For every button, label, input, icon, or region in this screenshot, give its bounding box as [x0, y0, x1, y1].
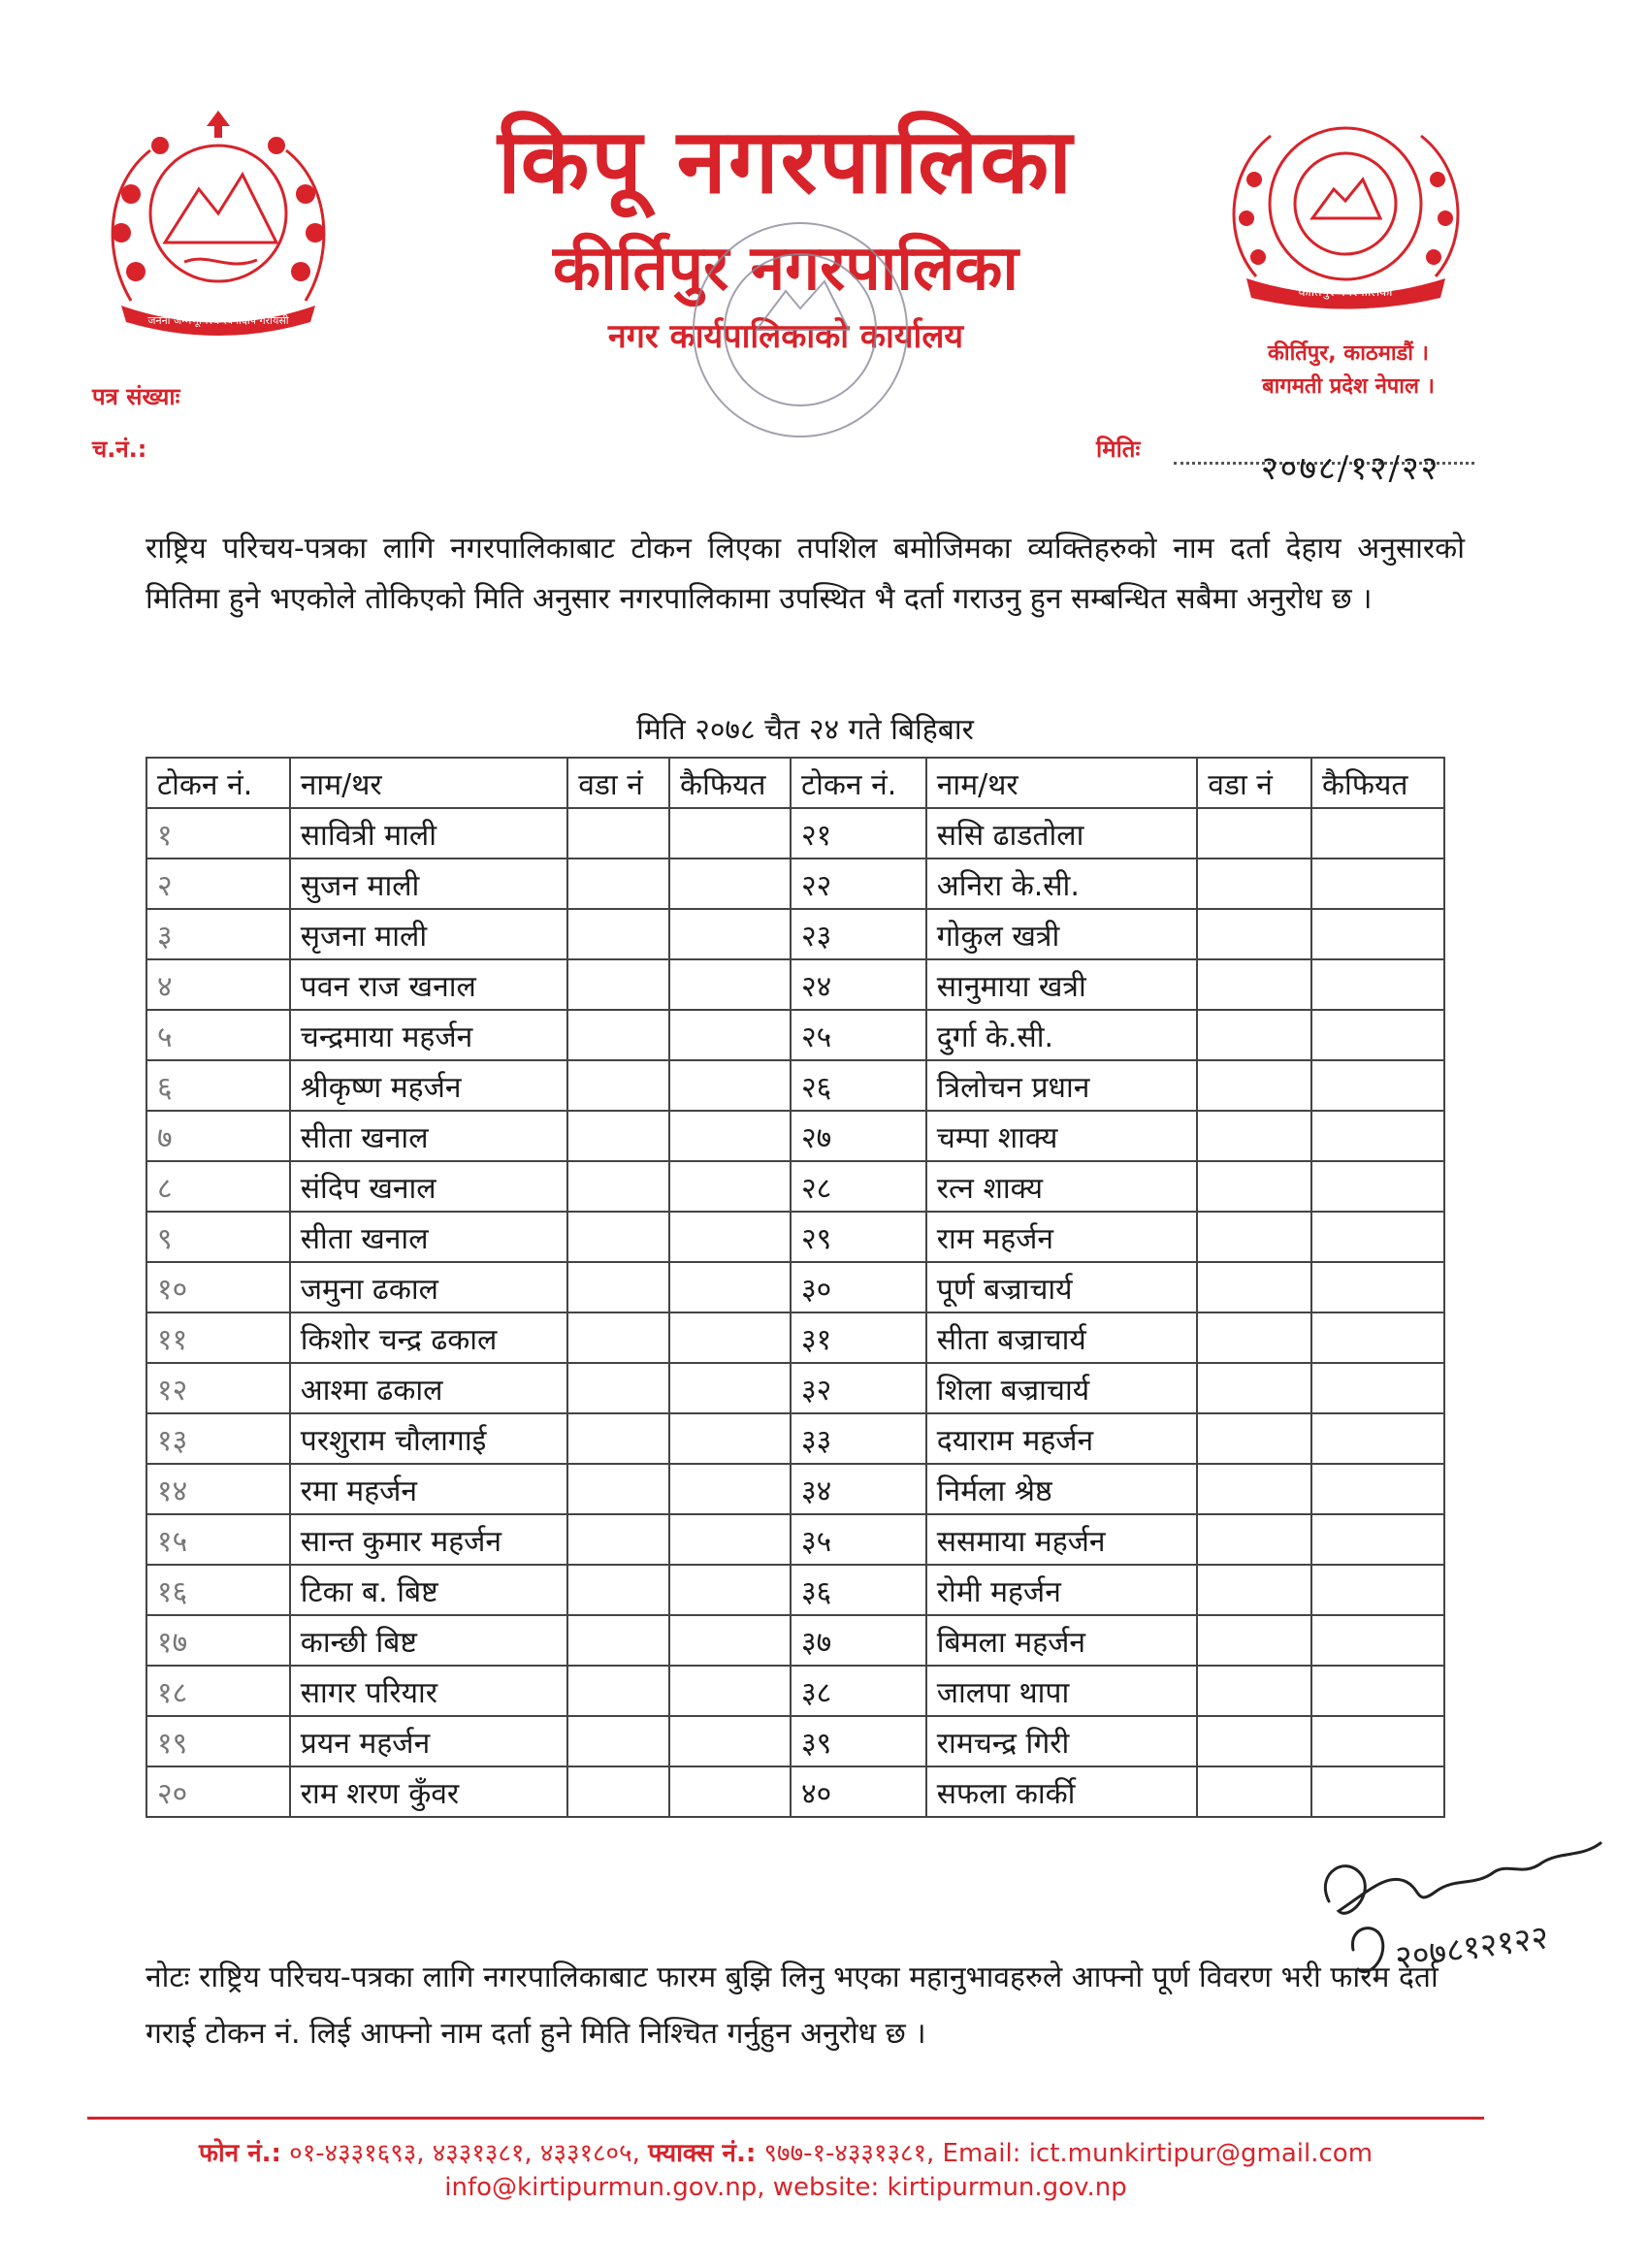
token-number: ३७ — [791, 1615, 926, 1666]
handwritten-signature — [1310, 1833, 1620, 1998]
token-number: १ — [146, 808, 290, 859]
table-row — [146, 1212, 1444, 1262]
table-row — [146, 1010, 1444, 1060]
ward-number — [567, 1212, 669, 1262]
ward-number — [567, 1363, 669, 1413]
token-number: ९ — [146, 1212, 290, 1262]
person-name: पवन राज खनाल — [290, 959, 567, 1010]
remarks — [669, 1666, 791, 1716]
remarks — [1311, 1716, 1444, 1766]
person-name: किशोर चन्द्र ढकाल — [290, 1312, 567, 1363]
header-ward-no: वडा नं — [1197, 758, 1311, 808]
notice-paragraph: राष्ट्रिय परिचय-पत्रका लागि नगरपालिकाबाट टोकन लिएका तपशिल बमोजिमका व्यक्तिहरुको नाम दर्ता देहाय अनुसारको मितिमा हुने भएकोले तोकिएको मिति अनुसार नगरपालिकामा उपस्थित भै दर्ता गराउनु हुन सम्बन्धित सबैमा अनुरोध छ । — [146, 532, 1465, 616]
person-name: रमा महर्जन — [290, 1464, 567, 1514]
remarks — [669, 1413, 791, 1464]
remarks — [1311, 1464, 1444, 1514]
ward-number — [567, 1716, 669, 1766]
person-name: सृजना माली — [290, 909, 567, 959]
remarks — [669, 1161, 791, 1212]
remarks — [669, 808, 791, 859]
table-row — [146, 1565, 1444, 1615]
person-name: सानुमाया खत्री — [926, 959, 1197, 1010]
table-header-row — [146, 758, 1444, 808]
ward-number — [567, 1766, 669, 1817]
ward-number — [567, 1262, 669, 1312]
person-name: ससमाया महर्जन — [926, 1514, 1197, 1565]
note-paragraph: नोटः राष्ट्रिय परिचय-पत्रका लागि नगरपालिकाबाट फारम बुझि लिनु भएका महानुभावहरुले आफ्नो पूर्ण विवरण भरी फारम दर्ता गराई टोकन नं. लिई आफ्नो नाम दर्ता हुने मिति निश्चित गर्नुहुन अनुरोध छ । — [146, 1960, 1439, 2051]
ward-number — [567, 959, 669, 1010]
person-name: रोमी महर्जन — [926, 1565, 1197, 1615]
ward-number — [1197, 1212, 1311, 1262]
remarks — [1311, 1413, 1444, 1464]
remarks — [669, 1010, 791, 1060]
ward-number — [1197, 1312, 1311, 1363]
table-row — [146, 859, 1444, 909]
municipality-title: कीर्तिपुर नगरपालिका — [553, 233, 1018, 305]
token-number: ३५ — [791, 1514, 926, 1565]
ward-number — [1197, 1565, 1311, 1615]
person-name: ससि ढाडतोला — [926, 808, 1197, 859]
table-row — [146, 1060, 1444, 1111]
token-number: १६ — [146, 1565, 290, 1615]
signature-date: २०७८१२१२२ — [1392, 1918, 1551, 1978]
ward-number — [567, 1010, 669, 1060]
ward-number — [567, 1060, 669, 1111]
office-name: नगर कार्यपालिकाको कार्यालय — [607, 317, 964, 356]
remarks — [1311, 909, 1444, 959]
office-stamp — [679, 204, 922, 456]
token-number: ६ — [146, 1060, 290, 1111]
ward-number — [567, 1413, 669, 1464]
person-name: रत्न शाक्य — [926, 1161, 1197, 1212]
token-number: २२ — [791, 859, 926, 909]
remarks — [1311, 1666, 1444, 1716]
ward-number — [1197, 1060, 1311, 1111]
token-number: १३ — [146, 1413, 290, 1464]
person-name: टिका ब. बिष्ट — [290, 1565, 567, 1615]
token-number: १४ — [146, 1464, 290, 1514]
remarks — [669, 959, 791, 1010]
phone-numbers: ०१-४३३१६९३, ४३३१३८१, ४३३१८०५, — [289, 2139, 640, 2168]
token-number: २५ — [791, 1010, 926, 1060]
person-name: रामचन्द्र गिरी — [926, 1716, 1197, 1766]
ward-number — [567, 1464, 669, 1514]
remarks — [1311, 859, 1444, 909]
remarks — [669, 909, 791, 959]
token-number: १९ — [146, 1716, 290, 1766]
ward-number — [1197, 1464, 1311, 1514]
token-number: ३४ — [791, 1464, 926, 1514]
table-row — [146, 808, 1444, 859]
table-row — [146, 909, 1444, 959]
person-name: निर्मला श्रेष्ठ — [926, 1464, 1197, 1514]
ward-number — [567, 1312, 669, 1363]
token-number: ३ — [146, 909, 290, 959]
ward-number — [1197, 1766, 1311, 1817]
header-remarks: कैफियत — [669, 758, 791, 808]
header-token-no: टोकन नं. — [791, 758, 926, 808]
remarks — [1311, 1111, 1444, 1161]
ward-number — [1197, 1262, 1311, 1312]
person-name: परशुराम चौलागाई — [290, 1413, 567, 1464]
token-number: १२ — [146, 1363, 290, 1413]
person-name: राम महर्जन — [926, 1212, 1197, 1262]
token-number: ३१ — [791, 1312, 926, 1363]
person-name: सीता खनाल — [290, 1111, 567, 1161]
table-row — [146, 1514, 1444, 1565]
table-row — [146, 1615, 1444, 1666]
remarks — [669, 1312, 791, 1363]
token-number: ५ — [146, 1010, 290, 1060]
token-number: ३२ — [791, 1363, 926, 1413]
table-caption: मिति २०७८ चैत २४ गते बिहिबार — [636, 713, 974, 747]
letter-date: २०७८/१२/२२ — [1261, 449, 1440, 488]
remarks — [1311, 1262, 1444, 1312]
ward-number — [1197, 1363, 1311, 1413]
ward-number — [1197, 1111, 1311, 1161]
person-name: संदिप खनाल — [290, 1161, 567, 1212]
remarks — [1311, 1766, 1444, 1817]
header-token-no: टोकन नं. — [146, 758, 290, 808]
remarks — [1311, 959, 1444, 1010]
municipality-title-newari: किपू नगरपालिका — [497, 109, 1075, 213]
remarks — [669, 1111, 791, 1161]
token-number: २ — [146, 859, 290, 909]
remarks — [1311, 1212, 1444, 1262]
remarks — [1311, 1312, 1444, 1363]
fax-label: फ्याक्स नं.: — [648, 2139, 757, 2168]
person-name: जमुना ढकाल — [290, 1262, 567, 1312]
remarks — [669, 1716, 791, 1766]
token-number: ७ — [146, 1111, 290, 1161]
person-name: आश्मा ढकाल — [290, 1363, 567, 1413]
person-name: सीता खनाल — [290, 1212, 567, 1262]
person-name: सीता बज्राचार्य — [926, 1312, 1197, 1363]
remarks — [669, 1212, 791, 1262]
person-name: सागर परियार — [290, 1666, 567, 1716]
header-name: नाम/थर — [926, 758, 1197, 808]
table-row — [146, 959, 1444, 1010]
ward-number — [567, 909, 669, 959]
token-number: ४ — [146, 959, 290, 1010]
token-number: १७ — [146, 1615, 290, 1666]
email: Email: ict.munkirtipur@gmail.com — [942, 2139, 1374, 2168]
address-city: कीर्तिपुर, काठमाडौं । — [1267, 341, 1430, 366]
person-name: जालपा थापा — [926, 1666, 1197, 1716]
dispatch-number-label: च.नं.: — [92, 436, 147, 463]
emblem-caption: जननी जन्मभूमिश्च स्वर्गादपि गरीयसी — [147, 314, 289, 327]
ward-number — [567, 859, 669, 909]
token-number: ३६ — [791, 1565, 926, 1615]
token-number: २४ — [791, 959, 926, 1010]
ward-number — [1197, 1010, 1311, 1060]
token-number: ४० — [791, 1766, 926, 1817]
ward-number — [567, 808, 669, 859]
ward-number — [567, 1161, 669, 1212]
remarks — [669, 1514, 791, 1565]
ward-number — [567, 1615, 669, 1666]
footer-contact-line — [87, 2134, 1484, 2169]
person-name: अनिरा के.सी. — [926, 859, 1197, 909]
person-name: शिला बज्राचार्य — [926, 1363, 1197, 1413]
remarks — [669, 1262, 791, 1312]
person-name: सुजन माली — [290, 859, 567, 909]
ward-number — [1197, 808, 1311, 859]
remarks — [669, 1464, 791, 1514]
person-name: गोकुल खत्री — [926, 909, 1197, 959]
person-name: चन्द्रमाया महर्जन — [290, 1010, 567, 1060]
kirtipur-municipality-logo — [1217, 112, 1474, 315]
ward-number — [567, 1666, 669, 1716]
ward-number — [567, 1111, 669, 1161]
remarks — [1311, 1010, 1444, 1060]
footer-divider — [87, 2117, 1484, 2120]
remarks — [1311, 1060, 1444, 1111]
phone-label: फोन नं.: — [198, 2139, 281, 2168]
nepal-emblem-logo — [92, 107, 344, 344]
person-name: प्रयन महर्जन — [290, 1716, 567, 1766]
date-label: मितिः — [1096, 436, 1141, 463]
token-number: २६ — [791, 1060, 926, 1111]
token-number: २० — [146, 1766, 290, 1817]
table-row — [146, 1161, 1444, 1212]
person-name: दयाराम महर्जन — [926, 1413, 1197, 1464]
table-row — [146, 1666, 1444, 1716]
ward-number — [1197, 1666, 1311, 1716]
address-province: बागमती प्रदेश नेपाल । — [1262, 374, 1435, 399]
remarks — [1311, 1565, 1444, 1615]
token-number: १८ — [146, 1666, 290, 1716]
person-name: सावित्री माली — [290, 808, 567, 859]
table-row — [146, 1716, 1444, 1766]
remarks — [669, 859, 791, 909]
ward-number — [1197, 1514, 1311, 1565]
table-row — [146, 1111, 1444, 1161]
token-table — [146, 757, 1445, 1818]
ward-number — [1197, 1161, 1311, 1212]
header-ward-no: वडा नं — [567, 758, 669, 808]
ward-number — [1197, 1413, 1311, 1464]
remarks — [669, 1060, 791, 1111]
header-remarks: कैफियत — [1311, 758, 1444, 808]
person-name: चम्पा शाक्य — [926, 1111, 1197, 1161]
ref-number-label: पत्र संख्याः — [92, 383, 180, 410]
person-name: कान्छी बिष्ट — [290, 1615, 567, 1666]
remarks — [1311, 1615, 1444, 1666]
remarks — [1311, 808, 1444, 859]
table-row — [146, 1312, 1444, 1363]
token-number: २९ — [791, 1212, 926, 1262]
ward-number — [1197, 909, 1311, 959]
token-number: ११ — [146, 1312, 290, 1363]
person-name: राम शरण कुँवर — [290, 1766, 567, 1817]
remarks — [1311, 1363, 1444, 1413]
person-name: सान्त कुमार महर्जन — [290, 1514, 567, 1565]
table-row — [146, 1464, 1444, 1514]
ward-number — [1197, 1615, 1311, 1666]
ward-number — [567, 1565, 669, 1615]
ward-number — [1197, 859, 1311, 909]
remarks — [669, 1766, 791, 1817]
remarks — [1311, 1514, 1444, 1565]
table-row — [146, 1262, 1444, 1312]
token-number: १० — [146, 1262, 290, 1312]
ward-number — [567, 1514, 669, 1565]
person-name: त्रिलोचन प्रधान — [926, 1060, 1197, 1111]
table-row — [146, 1413, 1444, 1464]
token-number: २७ — [791, 1111, 926, 1161]
header-name: नाम/थर — [290, 758, 567, 808]
person-name: श्रीकृष्ण महर्जन — [290, 1060, 567, 1111]
token-number: १५ — [146, 1514, 290, 1565]
ward-number — [1197, 959, 1311, 1010]
person-name: बिमला महर्जन — [926, 1615, 1197, 1666]
fax-number: ९७७-१-४३३१३८१, — [763, 2139, 935, 2168]
table-row — [146, 1363, 1444, 1413]
token-number: २३ — [791, 909, 926, 959]
remarks — [669, 1363, 791, 1413]
table-row — [146, 1766, 1444, 1817]
token-number: ३८ — [791, 1666, 926, 1716]
logo-motto: कीर्तिपुर नगरपालिका — [1298, 285, 1393, 300]
token-number: ८ — [146, 1161, 290, 1212]
token-number: ३३ — [791, 1413, 926, 1464]
ward-number — [1197, 1716, 1311, 1766]
token-number: २८ — [791, 1161, 926, 1212]
person-name: पूर्ण बज्राचार्य — [926, 1262, 1197, 1312]
token-number: २१ — [791, 808, 926, 859]
token-number: ३० — [791, 1262, 926, 1312]
person-name: दुर्गा के.सी. — [926, 1010, 1197, 1060]
remarks — [1311, 1161, 1444, 1212]
remarks — [669, 1615, 791, 1666]
token-number: ३९ — [791, 1716, 926, 1766]
remarks — [669, 1565, 791, 1615]
person-name: सफला कार्की — [926, 1766, 1197, 1817]
footer-web-line: info@kirtipurmun.gov.np, website: kirtipurmun.gov.np — [444, 2173, 1127, 2202]
